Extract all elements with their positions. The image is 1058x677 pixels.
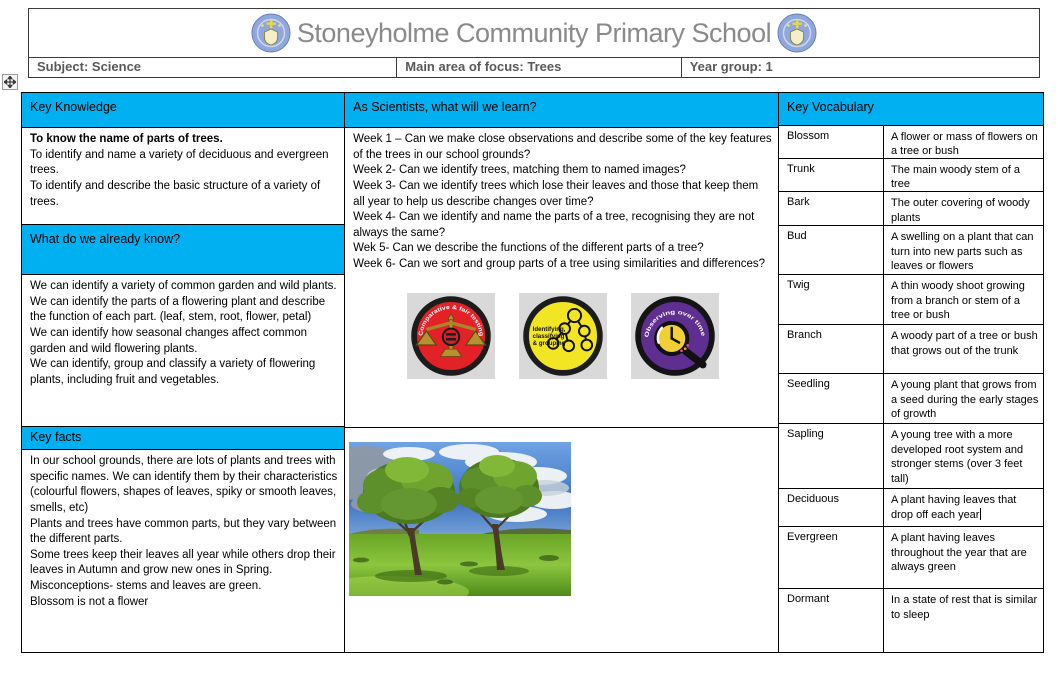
photo-cell <box>345 428 778 652</box>
meta-row <box>29 58 1039 78</box>
key-vocabulary-header: Key Vocabulary <box>779 93 1043 126</box>
vocab-term: Evergreen <box>779 527 884 588</box>
vocab-term: Seedling <box>779 374 884 423</box>
vocab-row-blossom <box>779 126 1043 159</box>
comparative-fair-testing-badge <box>407 293 495 379</box>
vocabulary-column <box>779 93 1043 652</box>
badge-arc-label: Observing over time <box>643 309 705 338</box>
focus-cell: Main area of focus: Trees <box>397 58 681 78</box>
key-knowledge-header: Key Knowledge <box>22 93 344 128</box>
vocab-definition: In a state of rest that is similar to sleep <box>891 594 1038 621</box>
key-facts-text <box>22 450 344 652</box>
vocab-row-sapling <box>779 424 1043 489</box>
vocab-term: Trunk <box>779 159 884 191</box>
week-question: Week 3- Can we identify trees which lose their leaves and those that keep them all year to help us describe changes over time? <box>353 179 759 208</box>
vocab-term: Sapling <box>779 424 884 488</box>
text-cursor <box>980 508 981 520</box>
title-row <box>29 9 1039 58</box>
badge-label-line: Identifying, <box>532 325 565 333</box>
key-facts-line: Plants and trees have common parts, but they vary between the different parts. <box>30 517 337 546</box>
already-know-line: We can identify, group and classify a variety of flowering plants, including fruit and vegetables. <box>30 358 316 386</box>
vocab-definition: A thin woody shoot growing from a branch or stem of a tree or bush <box>891 280 1025 322</box>
vocab-term: Deciduous <box>779 489 884 526</box>
already-know-text <box>22 275 344 427</box>
week-question: Week 2- Can we identify trees, matching them to named images? <box>353 164 686 177</box>
vocab-term: Bud <box>779 226 884 274</box>
vocab-definition: A swelling on a plant that can turn into new parts such as leaves or flowers <box>891 231 1034 273</box>
knowledge-line: To identify and describe the basic structure of a variety of trees. <box>30 179 321 208</box>
vocab-term: Blossom <box>779 126 884 158</box>
vocab-term: Dormant <box>779 589 884 652</box>
balance-scales-icon <box>410 295 492 377</box>
vocab-definition: The outer covering of woody plants <box>891 197 1030 224</box>
vocab-definition: A young tree with a more developed root system and stronger stems (over 3 feet tall) <box>891 429 1024 485</box>
knowledge-line: To know the name of parts of trees. <box>30 133 223 145</box>
vocab-term: Twig <box>779 275 884 324</box>
week-question: Week 6- Can we sort and group parts of a tree using similarities and differences? <box>353 258 766 270</box>
vocab-definition: A flower or mass of flowers on a tree or bush <box>891 130 1038 158</box>
classification-network-icon <box>522 295 604 377</box>
key-knowledge-column <box>22 93 345 652</box>
key-facts-line: Blossom is not a flower <box>30 595 149 608</box>
observing-over-time-badge <box>631 293 719 379</box>
vocab-row-bud <box>779 226 1043 275</box>
vocab-term: Branch <box>779 325 884 373</box>
badge-label-line: classifying <box>532 332 564 340</box>
week-question: Week 4- Can we identify and name the parts of a tree, recognising they are not always the same? <box>353 211 755 239</box>
vocab-row-evergreen <box>779 527 1043 589</box>
identifying-classifying-grouping-badge <box>519 293 607 379</box>
trees-photo <box>349 442 571 596</box>
badge-label-line: & grouping <box>532 339 565 347</box>
key-facts-line: In our school grounds, there are lots of plants and trees with specific names. We can identify them by their characteristics (colourful flowers, shapes of leaves, spiky or smooth leaves, smells, etc) <box>30 455 338 514</box>
vocab-definition: A woody part of a tree or bush that grows out of the trunk <box>891 330 1038 357</box>
already-know-line: We can identify the parts of a flowering plant and describe the function of each part. (leaf, stem, root, flower, petal) <box>30 295 326 324</box>
badge-arc-label: Comparative & fair testing <box>417 304 484 336</box>
vocab-row-branch <box>779 325 1043 374</box>
year-group-cell: Year group: 1 <box>689 59 773 74</box>
vocab-row-deciduous <box>779 489 1043 527</box>
week-question: Wek 5- Can we describe the functions of the different parts of a tree? <box>353 242 704 255</box>
learning-column <box>345 93 779 652</box>
vocab-term: Bark <box>779 192 884 225</box>
week-question: Week 1 – Can we make close observations and describe some of the key features of the trees in our school grounds? <box>353 133 772 161</box>
science-enquiry-badges <box>353 293 772 379</box>
already-know-line: We can identify a variety of common garden and wild plants. <box>30 280 337 292</box>
main-table <box>21 92 1044 653</box>
vocab-definition: A plant having leaves throughout the year that are always green <box>891 532 1027 574</box>
already-know-header: What do we already know? <box>22 225 344 275</box>
learning-content <box>345 128 778 428</box>
school-crest-icon-right <box>777 13 817 53</box>
four-way-arrow-icon <box>4 76 16 88</box>
key-facts-header: Key facts <box>22 427 344 450</box>
subject-cell: Subject: Science <box>29 58 397 78</box>
key-facts-line: Misconceptions- stems and leaves are green. <box>30 580 262 592</box>
vocab-row-bark <box>779 192 1043 226</box>
vocab-definition: A young plant that grows from a seed during the early stages of growth <box>891 379 1039 421</box>
vocab-definition-text: A plant having leaves that drop off each year <box>891 494 1017 521</box>
vocab-definition-active[interactable] <box>884 489 1043 526</box>
vocab-row-seedling <box>779 374 1043 424</box>
school-name-title: Stoneyholme Community Primary School <box>296 17 772 48</box>
key-knowledge-text <box>22 128 344 225</box>
title-table <box>28 8 1040 78</box>
already-know-line: We can identify how seasonal changes affect common garden and wild flowering plants. <box>30 326 308 355</box>
vocab-definition: The main woody stem of a tree <box>891 163 1021 191</box>
vocab-row-trunk <box>779 159 1043 192</box>
knowledge-line: To identify and name a variety of deciduous and evergreen trees. <box>30 148 329 177</box>
vocab-row-dormant <box>779 589 1043 652</box>
magnifier-clock-icon <box>634 295 716 377</box>
learning-header: As Scientists, what will we learn? <box>345 93 778 128</box>
vocab-row-twig <box>779 275 1043 325</box>
school-crest-icon-left <box>251 13 291 53</box>
key-facts-line: Some trees keep their leaves all year while others drop their leaves in Autumn and grow new ones in Spring. <box>30 548 336 577</box>
table-move-handle-icon[interactable] <box>2 74 18 90</box>
